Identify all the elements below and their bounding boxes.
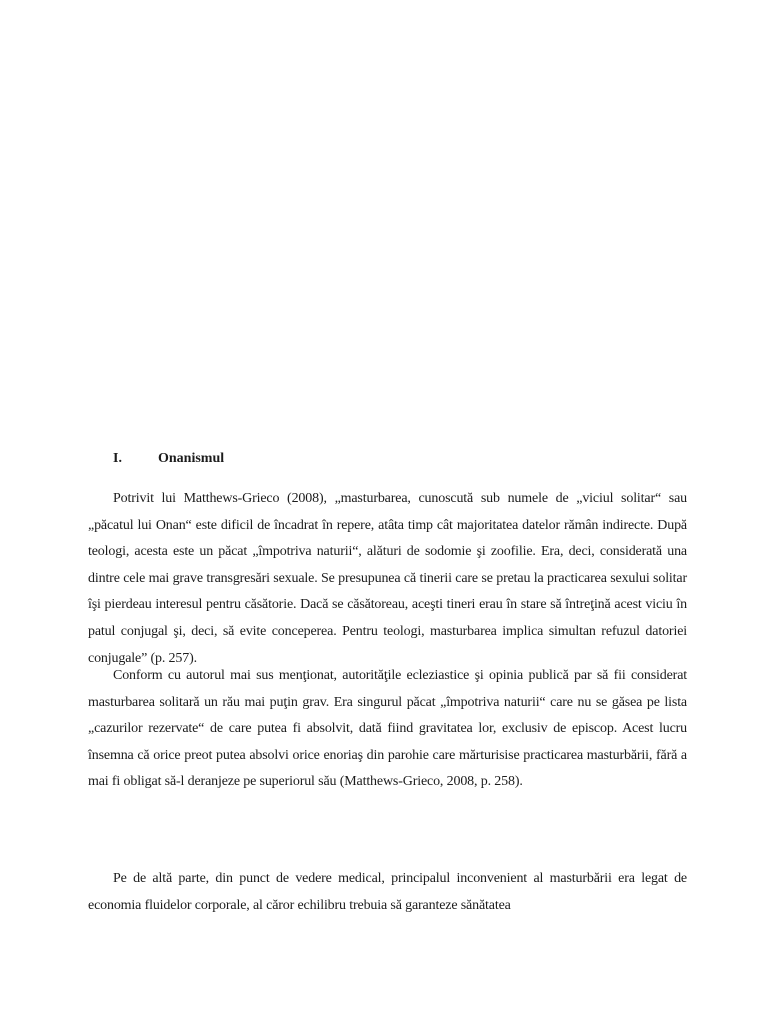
section-title: Onanismul xyxy=(158,451,225,466)
paragraph-1-text: Potrivit lui Matthews-Grieco (2008), „masturbarea, cunoscută sub numele de „viciul solitar“ sau „păcatul lui Onan“ este dificil de încadrat în repere, atâta timp cât majoritatea datelor rămân indirecte. După teologi, acesta este un păcat „împotriva naturii“, alături de sodomie şi zoofilie. Era, deci, considerată una dintre cele mai grave transgresări sexuale. Se presupunea că tinerii care se pretau la practicarea sexului solitar îşi pierdeau interesul pentru căsătorie. Dacă se căsătoreau, aceşti tineri erau în stare să întreţină acest viciu în patul conjugal şi, deci, să evite conceperea. Pentru teologi, masturbarea implica simultan refuzul datoriei conjugale” (p. 257). xyxy=(88,491,687,666)
paragraph-1 xyxy=(88,486,687,672)
paragraph-2-text: Conform cu autorul mai sus menţionat, autorităţile ecleziastice şi opinia publică par să fii considerat masturbarea solitară un rău mai puţin grav. Era singurul păcat „împotriva naturii“ care nu se găsea pe lista „cazurilor rezervate“ de care putea fi absolvit, dată fiind gravitatea lor, exclusiv de episcop. Acest lucru însemna că orice preot putea absolvi orice enoriaş din parohie care mărturisise practicarea masturbării, fără a mai fi obligat să-l deranjeze pe superiorul său (Matthews-Grieco, 2008, p. 258). xyxy=(88,668,687,790)
section-number: I. xyxy=(113,451,122,466)
section-heading xyxy=(113,448,224,470)
paragraph-2 xyxy=(88,663,687,796)
paragraph-3 xyxy=(88,866,687,919)
paragraph-3-text: Pe de altă parte, din punct de vedere medical, principalul inconvenient al masturbării era legat de economia fluidelor corporale, al căror echilibru trebuia să garanteze sănătatea xyxy=(88,871,687,913)
